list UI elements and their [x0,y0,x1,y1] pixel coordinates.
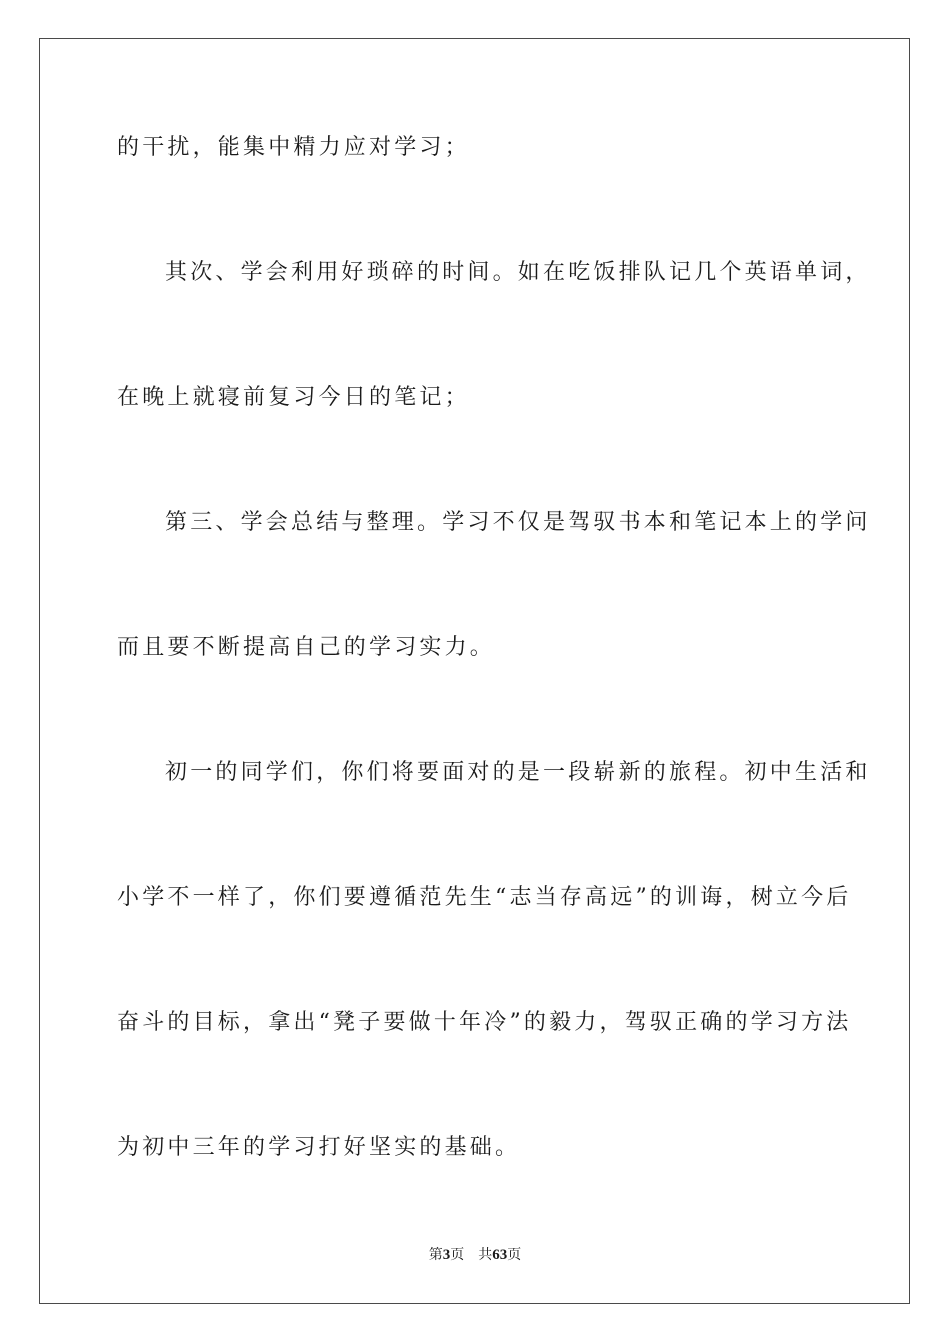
total-pages: 63 [492,1247,508,1263]
total-suffix: 页 [507,1247,522,1263]
text-line-4: 第三、学会总结与整理。学习不仅是驾驭书本和笔记本上的学问 [165,510,871,535]
text-line-5: 而且要不断提高自己的学习实力。 [117,635,496,660]
text-line-6: 初一的同学们，你们将要面对的是一段崭新的旅程。初中生活和 [165,760,871,785]
text-line-7: 小学不一样了，你们要遵循范先生“志当存高远”的训诲，树立今后 [117,885,852,910]
page-prefix: 第 [428,1247,443,1263]
text-line-2: 其次、学会利用好琐碎的时间。如在吃饭排队记几个英语单词， [165,260,871,285]
total-prefix: 共 [478,1247,493,1263]
page-suffix: 页 [450,1247,465,1263]
page-number: 3 [442,1247,451,1263]
text-line-1: 的干扰，能集中精力应对学习； [117,135,470,160]
page-footer [0,1245,950,1265]
page-border [39,38,910,1304]
text-line-8: 奋斗的目标，拿出“凳子要做十年冷”的毅力，驾驭正确的学习方法 [117,1010,852,1035]
text-line-9: 为初中三年的学习打好坚实的基础。 [117,1135,521,1160]
text-line-3: 在晚上就寝前复习今日的笔记； [117,385,470,410]
